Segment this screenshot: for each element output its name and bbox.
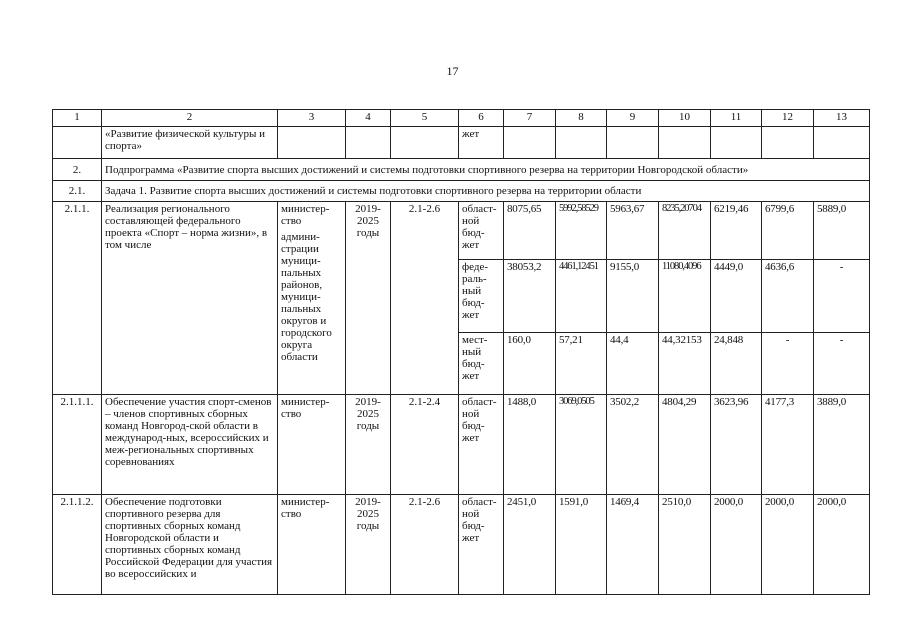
row-number: 2. [53,159,102,181]
value-cell: 38053,2 [504,260,556,333]
target-indicators: 2.1-2.6 [391,202,459,395]
table-row [53,495,870,595]
table-row [53,395,870,495]
table-row [53,202,870,260]
target-indicators: 2.1-2.6 [391,495,459,595]
value-cell: 4804,29 [659,395,711,495]
subprogram-title: Подпрограмма «Развитие спорта высших достижений и системы подготовки спортивного резерва на территории Новгородской области» [102,159,870,181]
executor [278,202,346,395]
column-number: 6 [459,110,504,127]
value-cell: 1488,0 [504,395,556,495]
measure-name: Реализация регионального составляющей федерального проекта «Спорт – норма жизни», в том числе [102,202,278,395]
column-number: 12 [762,110,814,127]
value-cell: 3502,2 [607,395,659,495]
continuation-row [53,127,870,159]
value-cell: 2510,0 [659,495,711,595]
value-cell: 160,0 [504,333,556,395]
column-number: 3 [278,110,346,127]
funding-source: мест-ный бюд-жет [459,333,504,395]
column-number-row [53,110,870,127]
subprogram-row [53,159,870,181]
period: 2019-2025 годы [346,395,391,495]
measure-name: Обеспечение участия спорт-сменов – членов спортивных сборных команд Новгород-ской области в международ-ных, всероссийских и меж-региональных спортивных соревнованиях [102,395,278,495]
column-number: 8 [556,110,607,127]
executor-administrations: админи-страции муници-пальных районов, муници-пальных округов и городского округа области [281,231,332,363]
value-cell: - [762,333,814,395]
measure-name: Обеспечение подготовки спортивного резерва для спортивных сборных команд Новгородской области и спортивных сборных команд Российской Федерации для участия во всероссийских и [102,495,278,595]
value-cell: 5963,67 [607,202,659,260]
value-cell: 9155,0 [607,260,659,333]
funding-source: област-ной бюд-жет [459,495,504,595]
value-cell: 57,21 [556,333,607,395]
value-cell: 24,848 [711,333,762,395]
value-cell: 1469,4 [607,495,659,595]
target-indicators: 2.1-2.4 [391,395,459,495]
row-number: 2.1.1. [53,202,102,395]
period: 2019-2025 годы [346,495,391,595]
program-table [52,109,870,595]
value-cell: 2000,0 [762,495,814,595]
column-number: 7 [504,110,556,127]
measure-name: «Развитие физической культуры и спорта» [102,127,278,159]
row-number: 2.1.1.2. [53,495,102,595]
page-number: 17 [446,64,459,78]
column-number: 5 [391,110,459,127]
column-number: 2 [102,110,278,127]
value-cell: 3889,0 [814,395,870,495]
value-cell: 3069,0505 [556,395,607,495]
value-cell: 4636,6 [762,260,814,333]
value-cell: 4449,0 [711,260,762,333]
value-cell: 6219,46 [711,202,762,260]
value-cell: 5889,0 [814,202,870,260]
row-number: 2.1.1.1. [53,395,102,495]
value-cell: 4461,12451 [556,260,607,333]
value-cell: 4177,3 [762,395,814,495]
funding-source: област-ной бюд-жет [459,202,504,260]
value-cell: 6799,6 [762,202,814,260]
period: 2019-2025 годы [346,202,391,395]
task-title: Задача 1. Развитие спорта высших достижений и системы подготовки спортивного резерва на территории области [102,181,870,202]
column-number: 4 [346,110,391,127]
value-cell: 2000,0 [711,495,762,595]
value-cell: 3623,96 [711,395,762,495]
executor: министер-ство [278,495,346,595]
value-cell: 2000,0 [814,495,870,595]
column-number: 11 [711,110,762,127]
funding-source: област-ной бюд-жет [459,395,504,495]
task-row [53,181,870,202]
value-cell: 44,4 [607,333,659,395]
value-cell: - [814,333,870,395]
column-number: 1 [53,110,102,127]
value-cell: 2451,0 [504,495,556,595]
row-number: 2.1. [53,181,102,202]
column-number: 9 [607,110,659,127]
executor: министер-ство [278,395,346,495]
funding-source: феде-раль-ный бюд-жет [459,260,504,333]
value-cell: 11080,4096 [659,260,711,333]
value-cell: - [814,260,870,333]
value-cell: 44,32153 [659,333,711,395]
column-number: 13 [814,110,870,127]
executor-ministry: министер-ство [281,203,330,227]
value-cell: 8235,20704 [659,202,711,260]
value-cell: 8075,65 [504,202,556,260]
column-number: 10 [659,110,711,127]
value-cell: 1591,0 [556,495,607,595]
funding-source: жет [459,127,504,159]
value-cell: 5992,58529 [556,202,607,260]
